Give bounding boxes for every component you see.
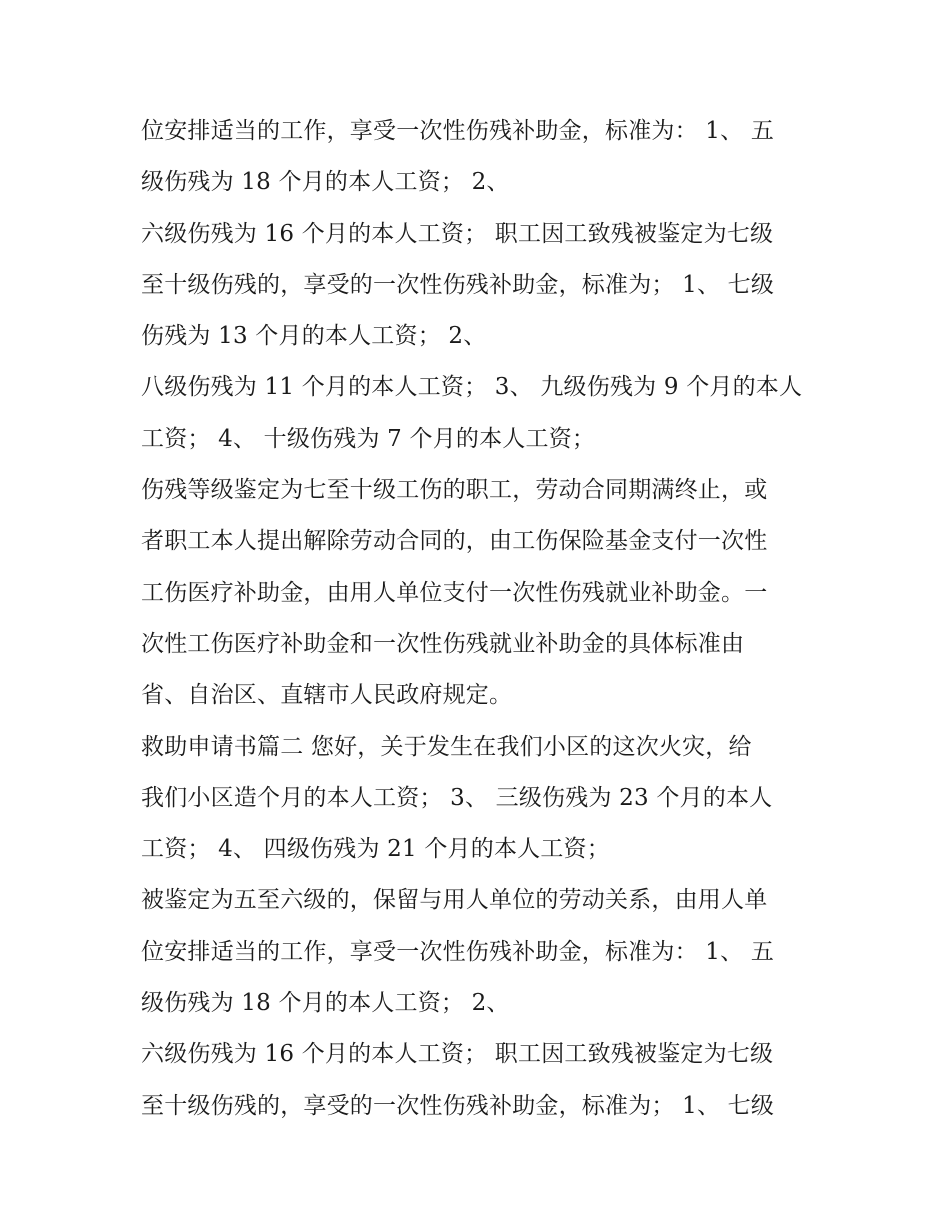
text-line: 至十级伤残的，享受的一次性伤残补助金，标准为； 1、 七级 [141, 271, 775, 298]
text-line: 被鉴定为五至六级的，保留与用人单位的劳动关系，由用人单 [141, 887, 768, 914]
text-line: 级伤残为 18 个月的本人工资； 2、 [141, 169, 510, 196]
text-line: 六级伤残为 16 个月的本人工资； 职工因工致残被鉴定为七级 [141, 220, 774, 247]
text-line: 救助申请书篇二 您好，关于发生在我们小区的这次火灾，给 [141, 733, 752, 760]
text-line: 至十级伤残的，享受的一次性伤残补助金，标准为； 1、 七级 [141, 1092, 775, 1119]
text-line: 伤残为 13 个月的本人工资； 2、 [141, 323, 487, 350]
text-line: 工资； 4、 四级伤残为 21 个月的本人工资； [141, 836, 610, 863]
text-line: 工资； 4、 十级伤残为 7 个月的本人工资； [141, 425, 596, 452]
text-line: 级伤残为 18 个月的本人工资； 2、 [141, 990, 510, 1017]
text-line: 八级伤残为 11 个月的本人工资； 3、 九级伤残为 9 个月的本人 [141, 374, 803, 401]
text-line: 次性工伤医疗补助金和一次性伤残就业补助金的具体标准由 [141, 630, 745, 657]
text-line: 位安排适当的工作，享受一次性伤残补助金，标准为： 1、 五 [141, 938, 775, 965]
text-line: 省、自治区、直辖市人民政府规定。 [141, 682, 513, 709]
body-text [141, 106, 821, 1132]
text-line: 者职工本人提出解除劳动合同的，由工伤保险基金支付一次性 [141, 528, 768, 555]
text-line: 我们小区造个月的本人工资； 3、 三级伤残为 23 个月的本人 [141, 784, 773, 811]
text-line: 伤残等级鉴定为七至十级工伤的职工，劳动合同期满终止，或 [141, 477, 768, 504]
text-line: 六级伤残为 16 个月的本人工资； 职工因工致残被鉴定为七级 [141, 1041, 774, 1068]
text-line: 工伤医疗补助金，由用人单位支付一次性伤残就业补助金。一 [141, 579, 768, 606]
text-line: 位安排适当的工作，享受一次性伤残补助金，标准为： 1、 五 [141, 118, 775, 144]
